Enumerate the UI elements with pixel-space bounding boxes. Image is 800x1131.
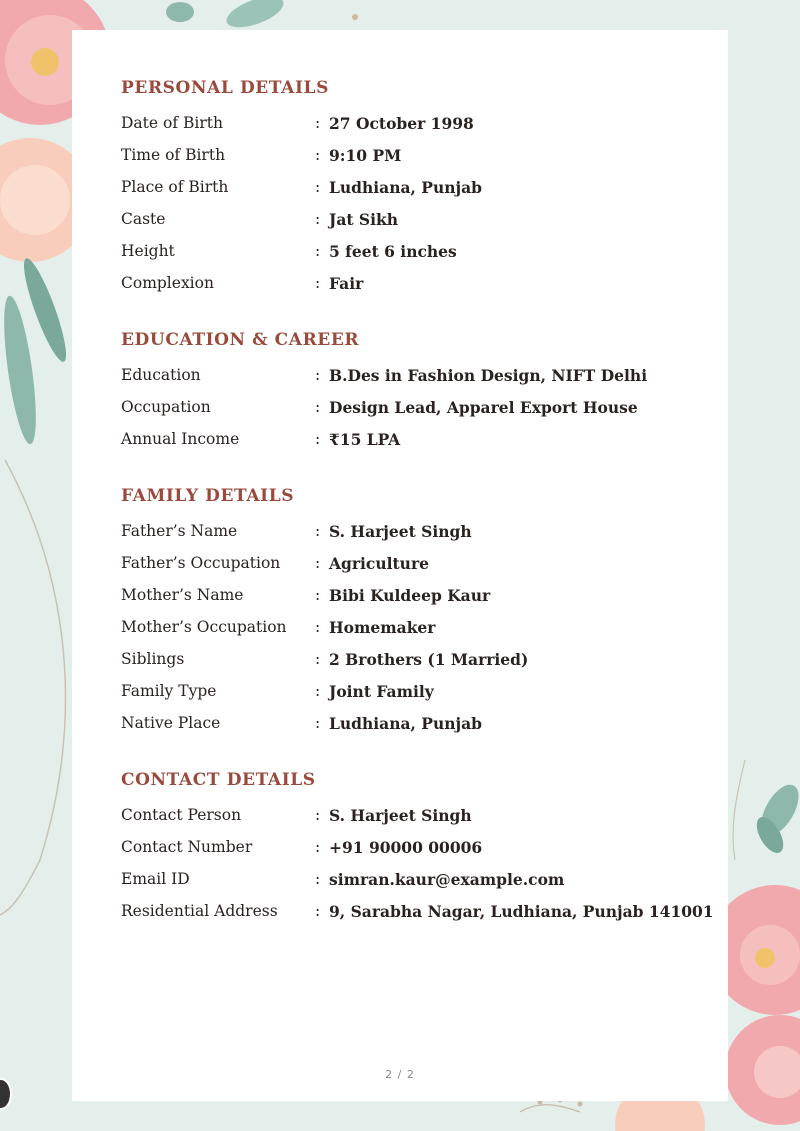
row-value: Ludhiana, Punjab	[329, 714, 482, 733]
row-label: Annual Income	[121, 430, 240, 448]
row-label: Date of Birth	[121, 114, 223, 132]
row-label: Father’s Occupation	[121, 554, 281, 572]
row-value: ₹15 LPA	[329, 430, 401, 449]
section-family-details	[121, 484, 701, 746]
row-label: Time of Birth	[121, 146, 226, 164]
row-value: S. Harjeet Singh	[329, 806, 472, 825]
page-indicator: 2 / 2	[385, 1068, 415, 1081]
row-label: Native Place	[121, 714, 221, 732]
detail-row-complexion	[121, 274, 701, 306]
row-separator: :	[315, 806, 321, 824]
row-value: Bibi Kuldeep Kaur	[329, 586, 491, 605]
row-separator: :	[315, 522, 321, 540]
row-label: Family Type	[121, 682, 217, 700]
detail-row-time-of-birth	[121, 146, 701, 178]
row-separator: :	[315, 682, 321, 700]
section-title: CONTACT DETAILS	[121, 770, 316, 790]
row-separator: :	[315, 714, 321, 732]
detail-row-mothers-name	[121, 586, 701, 618]
detail-row-siblings	[121, 650, 701, 682]
detail-row-contact-number	[121, 838, 701, 870]
row-label: Education	[121, 366, 201, 384]
row-value: Design Lead, Apparel Export House	[329, 398, 638, 417]
document-page	[72, 30, 728, 1101]
detail-row-date-of-birth	[121, 114, 701, 146]
row-label: Caste	[121, 210, 166, 228]
row-separator: :	[315, 178, 321, 196]
detail-row-occupation	[121, 398, 701, 430]
section-personal-details	[121, 76, 701, 306]
row-value: Agriculture	[329, 554, 429, 573]
row-label: Siblings	[121, 650, 185, 668]
row-separator: :	[315, 838, 321, 856]
row-separator: :	[315, 618, 321, 636]
section-title: PERSONAL DETAILS	[121, 78, 329, 98]
row-label: Contact Person	[121, 806, 242, 824]
detail-row-fathers-name	[121, 522, 701, 554]
row-label: Mother’s Name	[121, 586, 244, 604]
row-separator: :	[315, 274, 321, 292]
row-value: Joint Family	[329, 682, 434, 701]
detail-row-education	[121, 366, 701, 398]
row-value: Fair	[329, 274, 364, 293]
detail-row-mothers-occupation	[121, 618, 701, 650]
detail-row-place-of-birth	[121, 178, 701, 210]
row-separator: :	[315, 210, 321, 228]
row-separator: :	[315, 554, 321, 572]
detail-row-annual-income	[121, 430, 701, 462]
row-value: B.Des in Fashion Design, NIFT Delhi	[329, 366, 648, 385]
row-value: 9:10 PM	[329, 146, 402, 165]
row-label: Email ID	[121, 870, 190, 888]
row-separator: :	[315, 398, 321, 416]
row-label: Father’s Name	[121, 522, 238, 540]
row-value: S. Harjeet Singh	[329, 522, 472, 541]
row-label: Complexion	[121, 274, 214, 292]
row-label: Residential Address	[121, 902, 278, 920]
section-education-career	[121, 328, 701, 462]
row-value: 27 October 1998	[329, 114, 474, 133]
row-value: 9, Sarabha Nagar, Ludhiana, Punjab 141001	[329, 902, 714, 921]
detail-row-residential-address	[121, 902, 714, 934]
row-separator: :	[315, 870, 321, 888]
detail-row-native-place	[121, 714, 701, 746]
detail-row-caste	[121, 210, 701, 242]
detail-row-fathers-occupation	[121, 554, 701, 586]
row-separator: :	[315, 586, 321, 604]
row-value: 5 feet 6 inches	[329, 242, 457, 261]
row-value: +91 90000 00006	[329, 838, 483, 857]
row-separator: :	[315, 366, 321, 384]
row-label: Mother’s Occupation	[121, 618, 287, 636]
section-title: FAMILY DETAILS	[121, 486, 295, 506]
row-label: Occupation	[121, 398, 211, 416]
section-contact-details	[121, 768, 714, 934]
row-separator: :	[315, 114, 321, 132]
row-separator: :	[315, 430, 321, 448]
row-label: Contact Number	[121, 838, 253, 856]
row-separator: :	[315, 902, 321, 920]
row-value: Homemaker	[329, 618, 436, 637]
row-value: simran.kaur@example.com	[329, 870, 565, 889]
detail-row-height	[121, 242, 701, 274]
detail-row-contact-person	[121, 806, 701, 838]
row-label: Place of Birth	[121, 178, 229, 196]
detail-row-family-type	[121, 682, 701, 714]
detail-row-email-id	[121, 870, 701, 902]
row-value: Jat Sikh	[329, 210, 399, 229]
row-value: 2 Brothers (1 Married)	[329, 650, 529, 669]
row-value: Ludhiana, Punjab	[329, 178, 482, 197]
row-separator: :	[315, 650, 321, 668]
row-separator: :	[315, 242, 321, 260]
section-title: EDUCATION & CAREER	[121, 330, 360, 350]
row-label: Height	[121, 242, 175, 260]
row-separator: :	[315, 146, 321, 164]
